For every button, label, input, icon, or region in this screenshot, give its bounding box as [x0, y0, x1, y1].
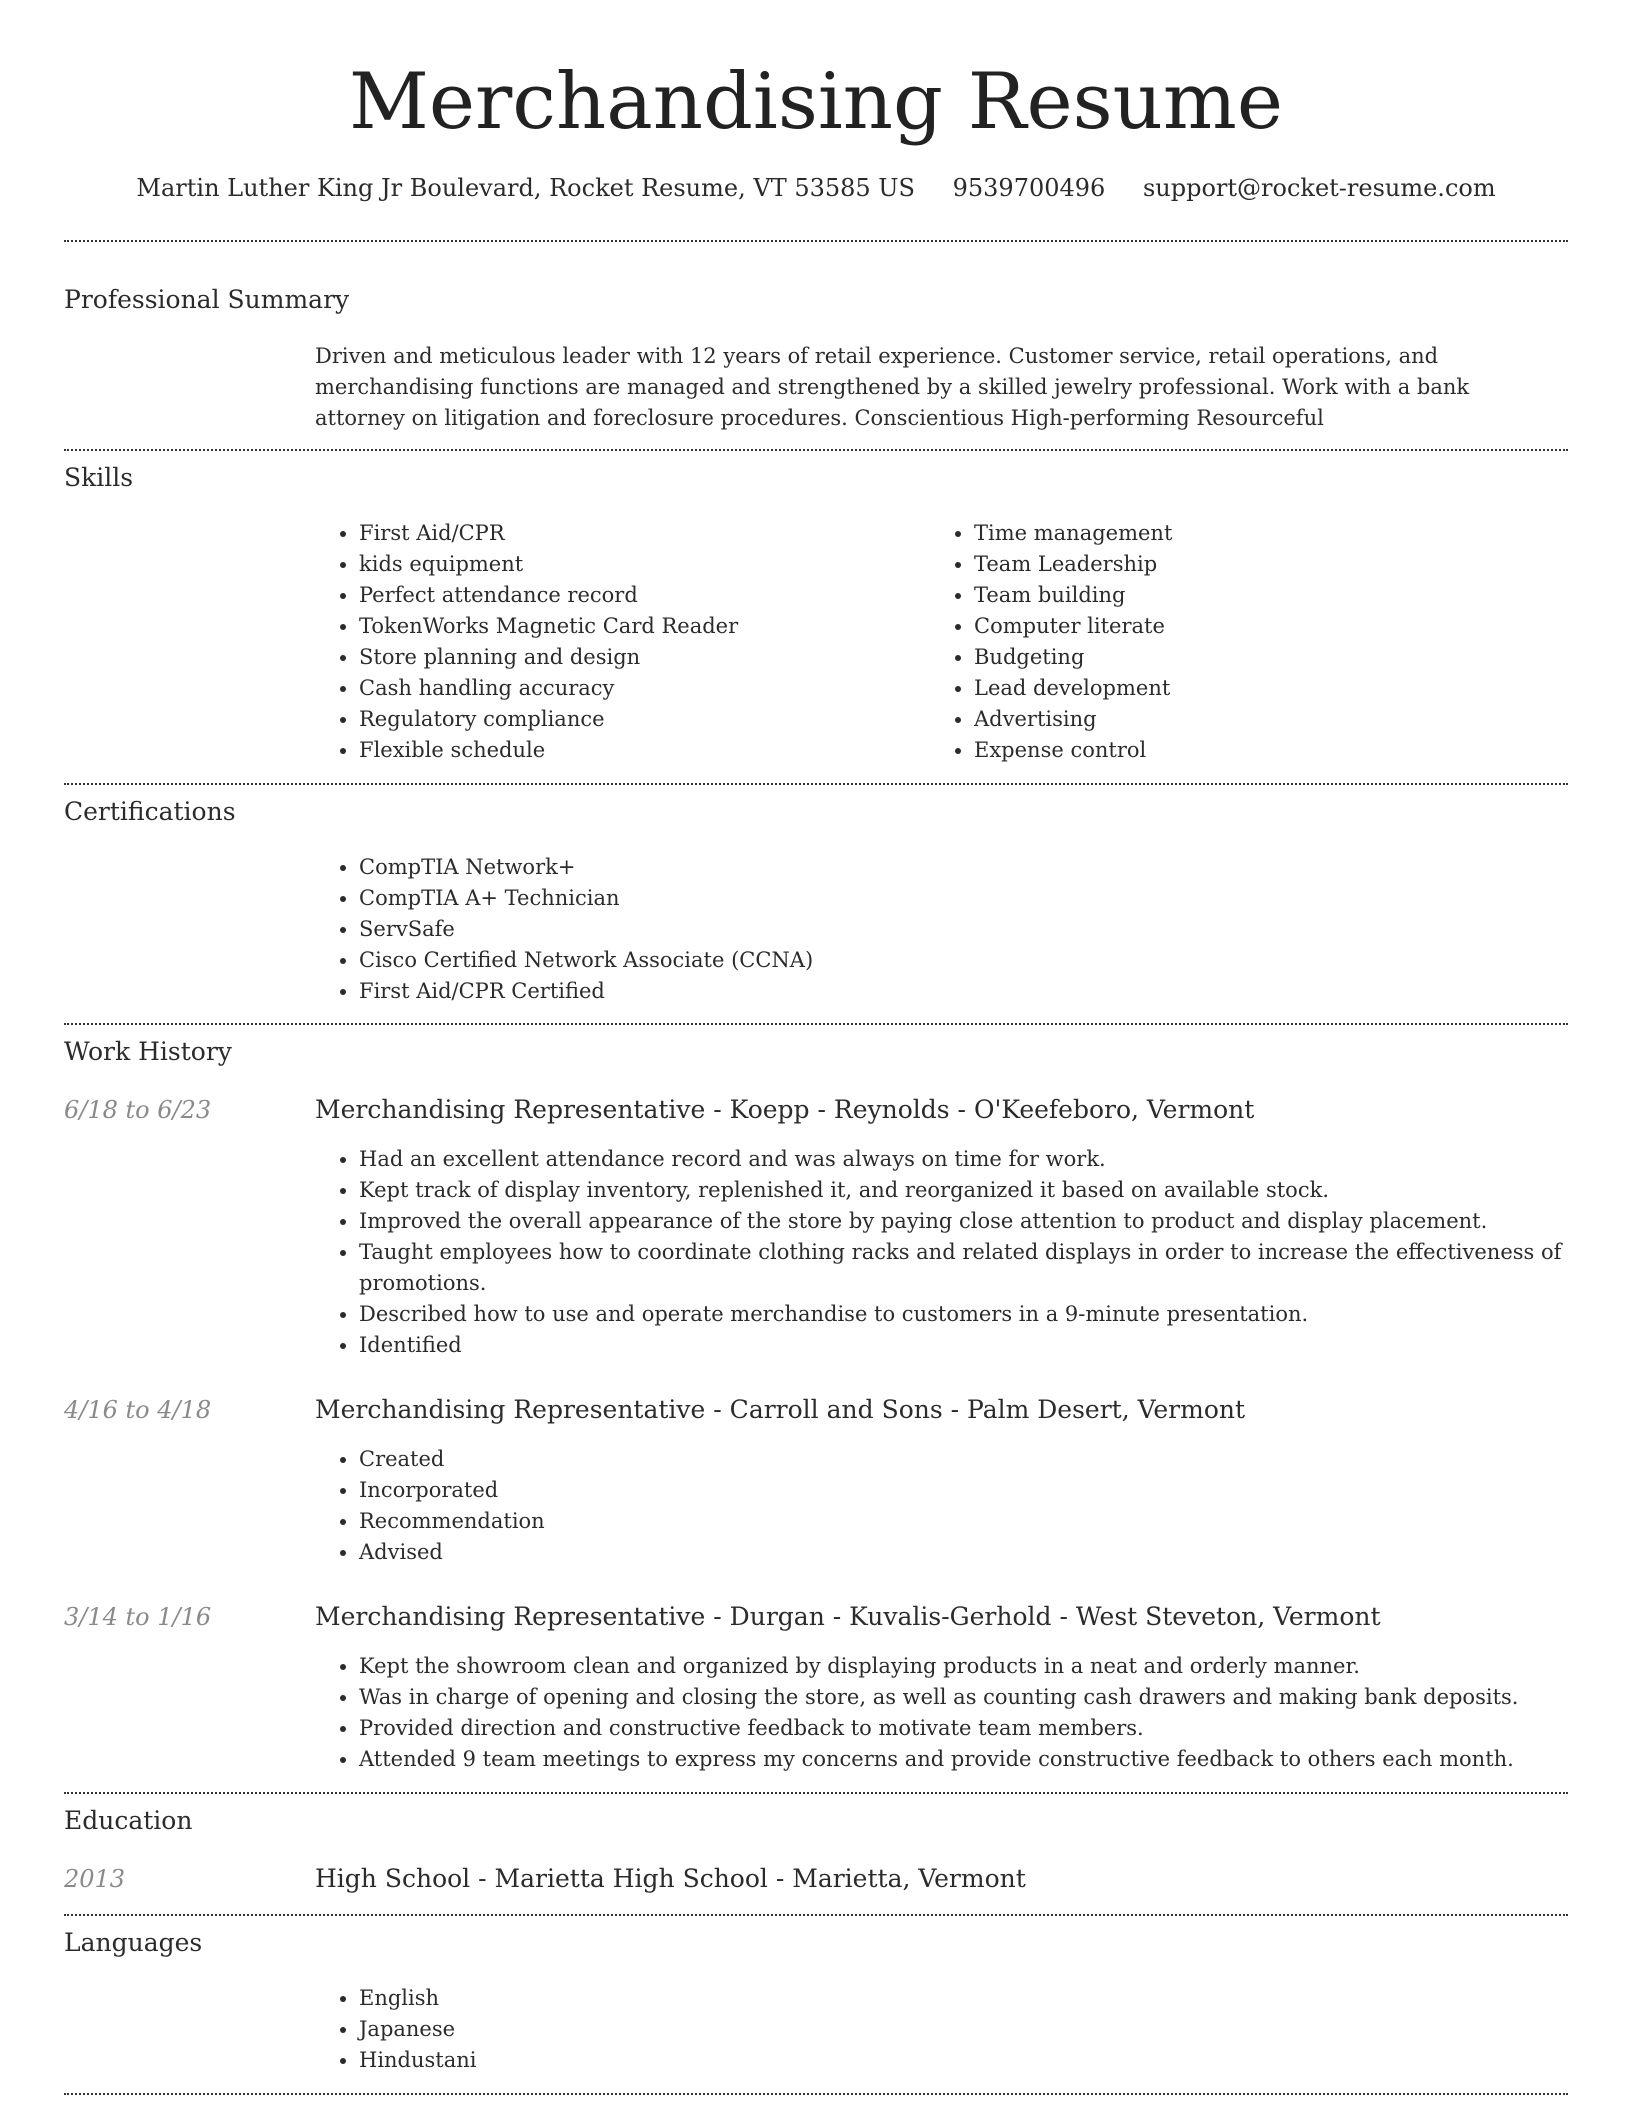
job-title: [315, 1599, 1381, 1635]
list-item: • Computer literate: [974, 611, 1574, 642]
list-item: • Japanese: [359, 2014, 959, 2045]
section-title-certifications: Certifications: [64, 797, 236, 826]
list-item: • Was in charge of opening and closing the store, as well as counting cash drawers and making bank deposits.: [359, 1682, 1589, 1713]
divider: [64, 2093, 1568, 2095]
list-item: • Expense control: [974, 735, 1574, 766]
section-title-summary: Professional Summary: [64, 285, 350, 314]
list-item: • Budgeting: [974, 642, 1574, 673]
skills-list-right: [930, 518, 1574, 766]
list-item: • Identified: [359, 1330, 1589, 1361]
list-item: • Cash handling accuracy: [359, 673, 919, 704]
list-item: • Advised: [359, 1537, 1589, 1568]
school: - Marietta High School - Marietta, Vermont: [470, 1864, 1026, 1893]
list-item: • Described how to use and operate merchandise to customers in a 9-minute presentation.: [359, 1299, 1589, 1330]
job-bullets: [315, 1651, 1589, 1775]
list-item: • kids equipment: [359, 549, 919, 580]
job-employer: - Durgan - Kuvalis-Gerhold - West Steveton, Vermont: [705, 1602, 1381, 1631]
section-title-work-history: Work History: [64, 1037, 232, 1066]
resume-title: Merchandising Resume: [348, 57, 1284, 147]
list-item: • First Aid/CPR: [359, 518, 919, 549]
section-title-languages: Languages: [64, 1928, 203, 1957]
list-item: • Regulatory compliance: [359, 704, 919, 735]
section-title-education: Education: [64, 1806, 193, 1835]
skills-list-left: [315, 518, 919, 766]
divider: [64, 783, 1568, 785]
list-item: • Store planning and design: [359, 642, 919, 673]
list-item: • Hindustani: [359, 2045, 959, 2076]
contact-line: [0, 170, 1632, 206]
divider: [64, 449, 1568, 451]
list-item: • Had an excellent attendance record and was always on time for work.: [359, 1144, 1589, 1175]
list-item: • Flexible schedule: [359, 735, 919, 766]
phone: 9539700496: [952, 174, 1106, 202]
list-item: • Recommendation: [359, 1506, 1589, 1537]
job-role: Merchandising Representative: [315, 1095, 706, 1124]
job-employer: - Carroll and Sons - Palm Desert, Vermont: [705, 1395, 1246, 1424]
list-item: • Perfect attendance record: [359, 580, 919, 611]
list-item: • CompTIA A+ Technician: [359, 883, 1559, 914]
languages-list: [315, 1983, 959, 2076]
divider: [64, 1023, 1568, 1025]
list-item: • ServSafe: [359, 914, 1559, 945]
job-dates: 3/14 to 1/16: [64, 1603, 212, 1631]
list-item: • Kept track of display inventory, replenished it, and reorganized it based on available stock.: [359, 1175, 1589, 1206]
list-item: • Improved the overall appearance of the store by paying close attention to product and display placement.: [359, 1206, 1589, 1237]
list-item: • TokenWorks Magnetic Card Reader: [359, 611, 919, 642]
job-employer: - Koepp - Reynolds - O'Keefeboro, Vermont: [705, 1095, 1255, 1124]
divider: [64, 1914, 1568, 1916]
education-year: 2013: [64, 1865, 126, 1893]
divider: [64, 240, 1568, 242]
list-item: • English: [359, 1983, 959, 2014]
list-item: • First Aid/CPR Certified: [359, 976, 1559, 1007]
list-item: • Incorporated: [359, 1475, 1589, 1506]
job-role: Merchandising Representative: [315, 1395, 706, 1424]
list-item: • Team Leadership: [974, 549, 1574, 580]
list-item: • Attended 9 team meetings to express my concerns and provide constructive feedback to others each month.: [359, 1744, 1589, 1775]
list-item: • Time management: [974, 518, 1574, 549]
email: support@rocket-resume.com: [1142, 174, 1496, 202]
list-item: • Team building: [974, 580, 1574, 611]
list-item: • Cisco Certified Network Associate (CCNA): [359, 945, 1559, 976]
job-bullets: [315, 1444, 1589, 1568]
job-title: [315, 1392, 1245, 1428]
divider: [64, 1792, 1568, 1794]
certifications-list: [315, 852, 1559, 1007]
list-item: • Taught employees how to coordinate clothing racks and related displays in order to increase the effectiveness of promotions.: [359, 1237, 1589, 1299]
list-item: • Kept the showroom clean and organized by displaying products in a neat and orderly manner.: [359, 1651, 1589, 1682]
list-item: • CompTIA Network+: [359, 852, 1559, 883]
job-bullets: [315, 1144, 1589, 1361]
list-item: • Provided direction and constructive feedback to motivate team members.: [359, 1713, 1589, 1744]
list-item: • Lead development: [974, 673, 1574, 704]
education-degree: [315, 1861, 1026, 1897]
section-title-skills: Skills: [64, 463, 134, 492]
degree: High School: [315, 1864, 471, 1893]
job-role: Merchandising Representative: [315, 1602, 706, 1631]
job-dates: 4/16 to 4/18: [64, 1396, 212, 1424]
address: Martin Luther King Jr Boulevard, Rocket Resume, VT 53585 US: [136, 174, 915, 202]
job-title: [315, 1092, 1254, 1128]
list-item: • Advertising: [974, 704, 1574, 735]
list-item: • Created: [359, 1444, 1589, 1475]
summary-text: Driven and meticulous leader with 12 years of retail experience. Customer service, retail operations, and merchandising functions are managed and strengthened by a skilled jewelry professional. Work with a bank attorney on litigation and foreclosure procedures. Conscientious High-performing Resourceful: [315, 344, 1470, 430]
job-dates: 6/18 to 6/23: [64, 1096, 212, 1124]
